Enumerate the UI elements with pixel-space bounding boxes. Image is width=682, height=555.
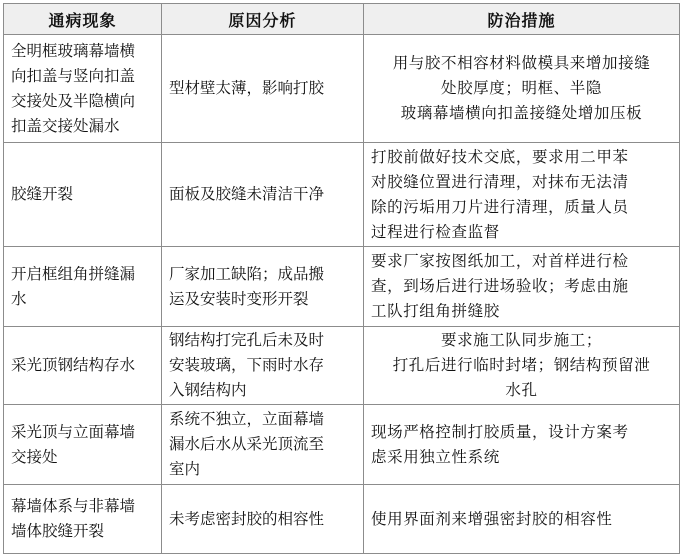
- cell-line: 现场严格控制打胶质量，设计方案考: [371, 422, 629, 441]
- phenomenon-cell: [4, 327, 162, 405]
- cause-cell: [162, 327, 364, 405]
- cause-cell: [162, 35, 364, 143]
- measure-cell: [364, 35, 680, 143]
- cell-line: 系统不独立，立面幕墙: [169, 410, 325, 428]
- cell-line: 水: [11, 289, 27, 308]
- cell-line: 用与胶不相容材料做模具来增加接缝: [392, 54, 651, 72]
- phenomenon-cell: [4, 405, 162, 485]
- cell-line: 运及安装时变形开裂: [169, 289, 309, 308]
- cell-line: 面板及胶缝未清洁干净: [169, 185, 325, 203]
- phenomenon-cell: [4, 35, 162, 143]
- cell-line: 交接处: [11, 447, 58, 466]
- cell-line: 除的污垢用刀片进行清理，质量人员: [371, 197, 629, 216]
- cell-line: 处胶厚度；明框、半隐: [440, 79, 602, 97]
- cause-cell: [162, 247, 364, 327]
- measure-cell: [364, 327, 680, 405]
- cell-line: 墙体胶缝开裂: [11, 522, 105, 540]
- cell-line: 要求厂家按图纸加工，对首样进行检: [371, 252, 629, 270]
- table-header-row: [4, 4, 680, 35]
- phenomenon-cell: [4, 143, 162, 247]
- cell-line: 过程进行检查监督: [371, 222, 500, 241]
- header-measure: 防治措施: [364, 4, 680, 35]
- cause-cell: [162, 405, 364, 485]
- cell-line: 向扣盖与竖向扣盖: [11, 66, 136, 85]
- header-phenomenon: 通病现象: [4, 4, 162, 35]
- cell-line: 打孔后进行临时封堵；钢结构预留泄: [392, 356, 651, 374]
- cause-cell: [162, 143, 364, 247]
- cell-line: 室内: [169, 460, 201, 478]
- cell-line: 打胶前做好技术交底，要求用二甲苯: [371, 147, 629, 166]
- measure-cell: [364, 247, 680, 327]
- defect-prevention-table: [3, 3, 680, 554]
- phenomenon-cell: [4, 485, 162, 554]
- cell-line: 使用界面剂来增强密封胶的相容性: [371, 509, 613, 528]
- table-row: [4, 143, 680, 247]
- cell-line: 安装玻璃，下雨时水存: [169, 356, 325, 374]
- measure-cell: [364, 143, 680, 247]
- cell-line: 钢结构打完孔后未及时: [169, 331, 325, 349]
- cell-line: 幕墙体系与非幕墙: [11, 497, 136, 515]
- cell-line: 查，到场后进行进场验收；考虑由施: [371, 277, 629, 295]
- table-row: [4, 247, 680, 327]
- cell-line: 未考虑密封胶的相容性: [169, 509, 325, 528]
- cell-line: 虑采用独立性系统: [371, 447, 500, 466]
- table-row: [4, 405, 680, 485]
- cell-line: 全明框玻璃幕墙横: [11, 41, 136, 60]
- cell-line: 扣盖交接处漏水: [11, 116, 120, 135]
- cell-line: 交接处及半隐横向: [11, 91, 136, 110]
- cell-line: 型材壁太薄，影响打胶: [169, 79, 325, 97]
- cell-line: 漏水后水从采光顶流至: [169, 435, 325, 453]
- cell-line: 开启框组角拼缝漏: [11, 264, 136, 283]
- cell-line: 对胶缝位置进行清理，对抹布无法清: [371, 172, 629, 191]
- cell-line: 采光顶与立面幕墙: [11, 422, 136, 441]
- cell-line: 要求施工队同步施工；: [440, 331, 602, 349]
- table-row: [4, 485, 680, 554]
- table-row: [4, 327, 680, 405]
- cell-line: 水孔: [505, 381, 538, 399]
- cell-line: 采光顶钢结构存水: [11, 356, 136, 374]
- cell-line: 厂家加工缺陷；成品搬: [169, 264, 325, 283]
- phenomenon-cell: [4, 247, 162, 327]
- cause-cell: [162, 485, 364, 554]
- cell-line: 胶缝开裂: [11, 185, 74, 203]
- cell-line: 工队打组角拼缝胶: [371, 302, 500, 320]
- header-cause: 原因分析: [162, 4, 364, 35]
- measure-cell: [364, 405, 680, 485]
- measure-cell: [364, 485, 680, 554]
- cell-line: 玻璃幕墙横向扣盖接缝处增加压板: [400, 104, 643, 122]
- cell-line: 入钢结构内: [169, 381, 247, 399]
- table-row: [4, 35, 680, 143]
